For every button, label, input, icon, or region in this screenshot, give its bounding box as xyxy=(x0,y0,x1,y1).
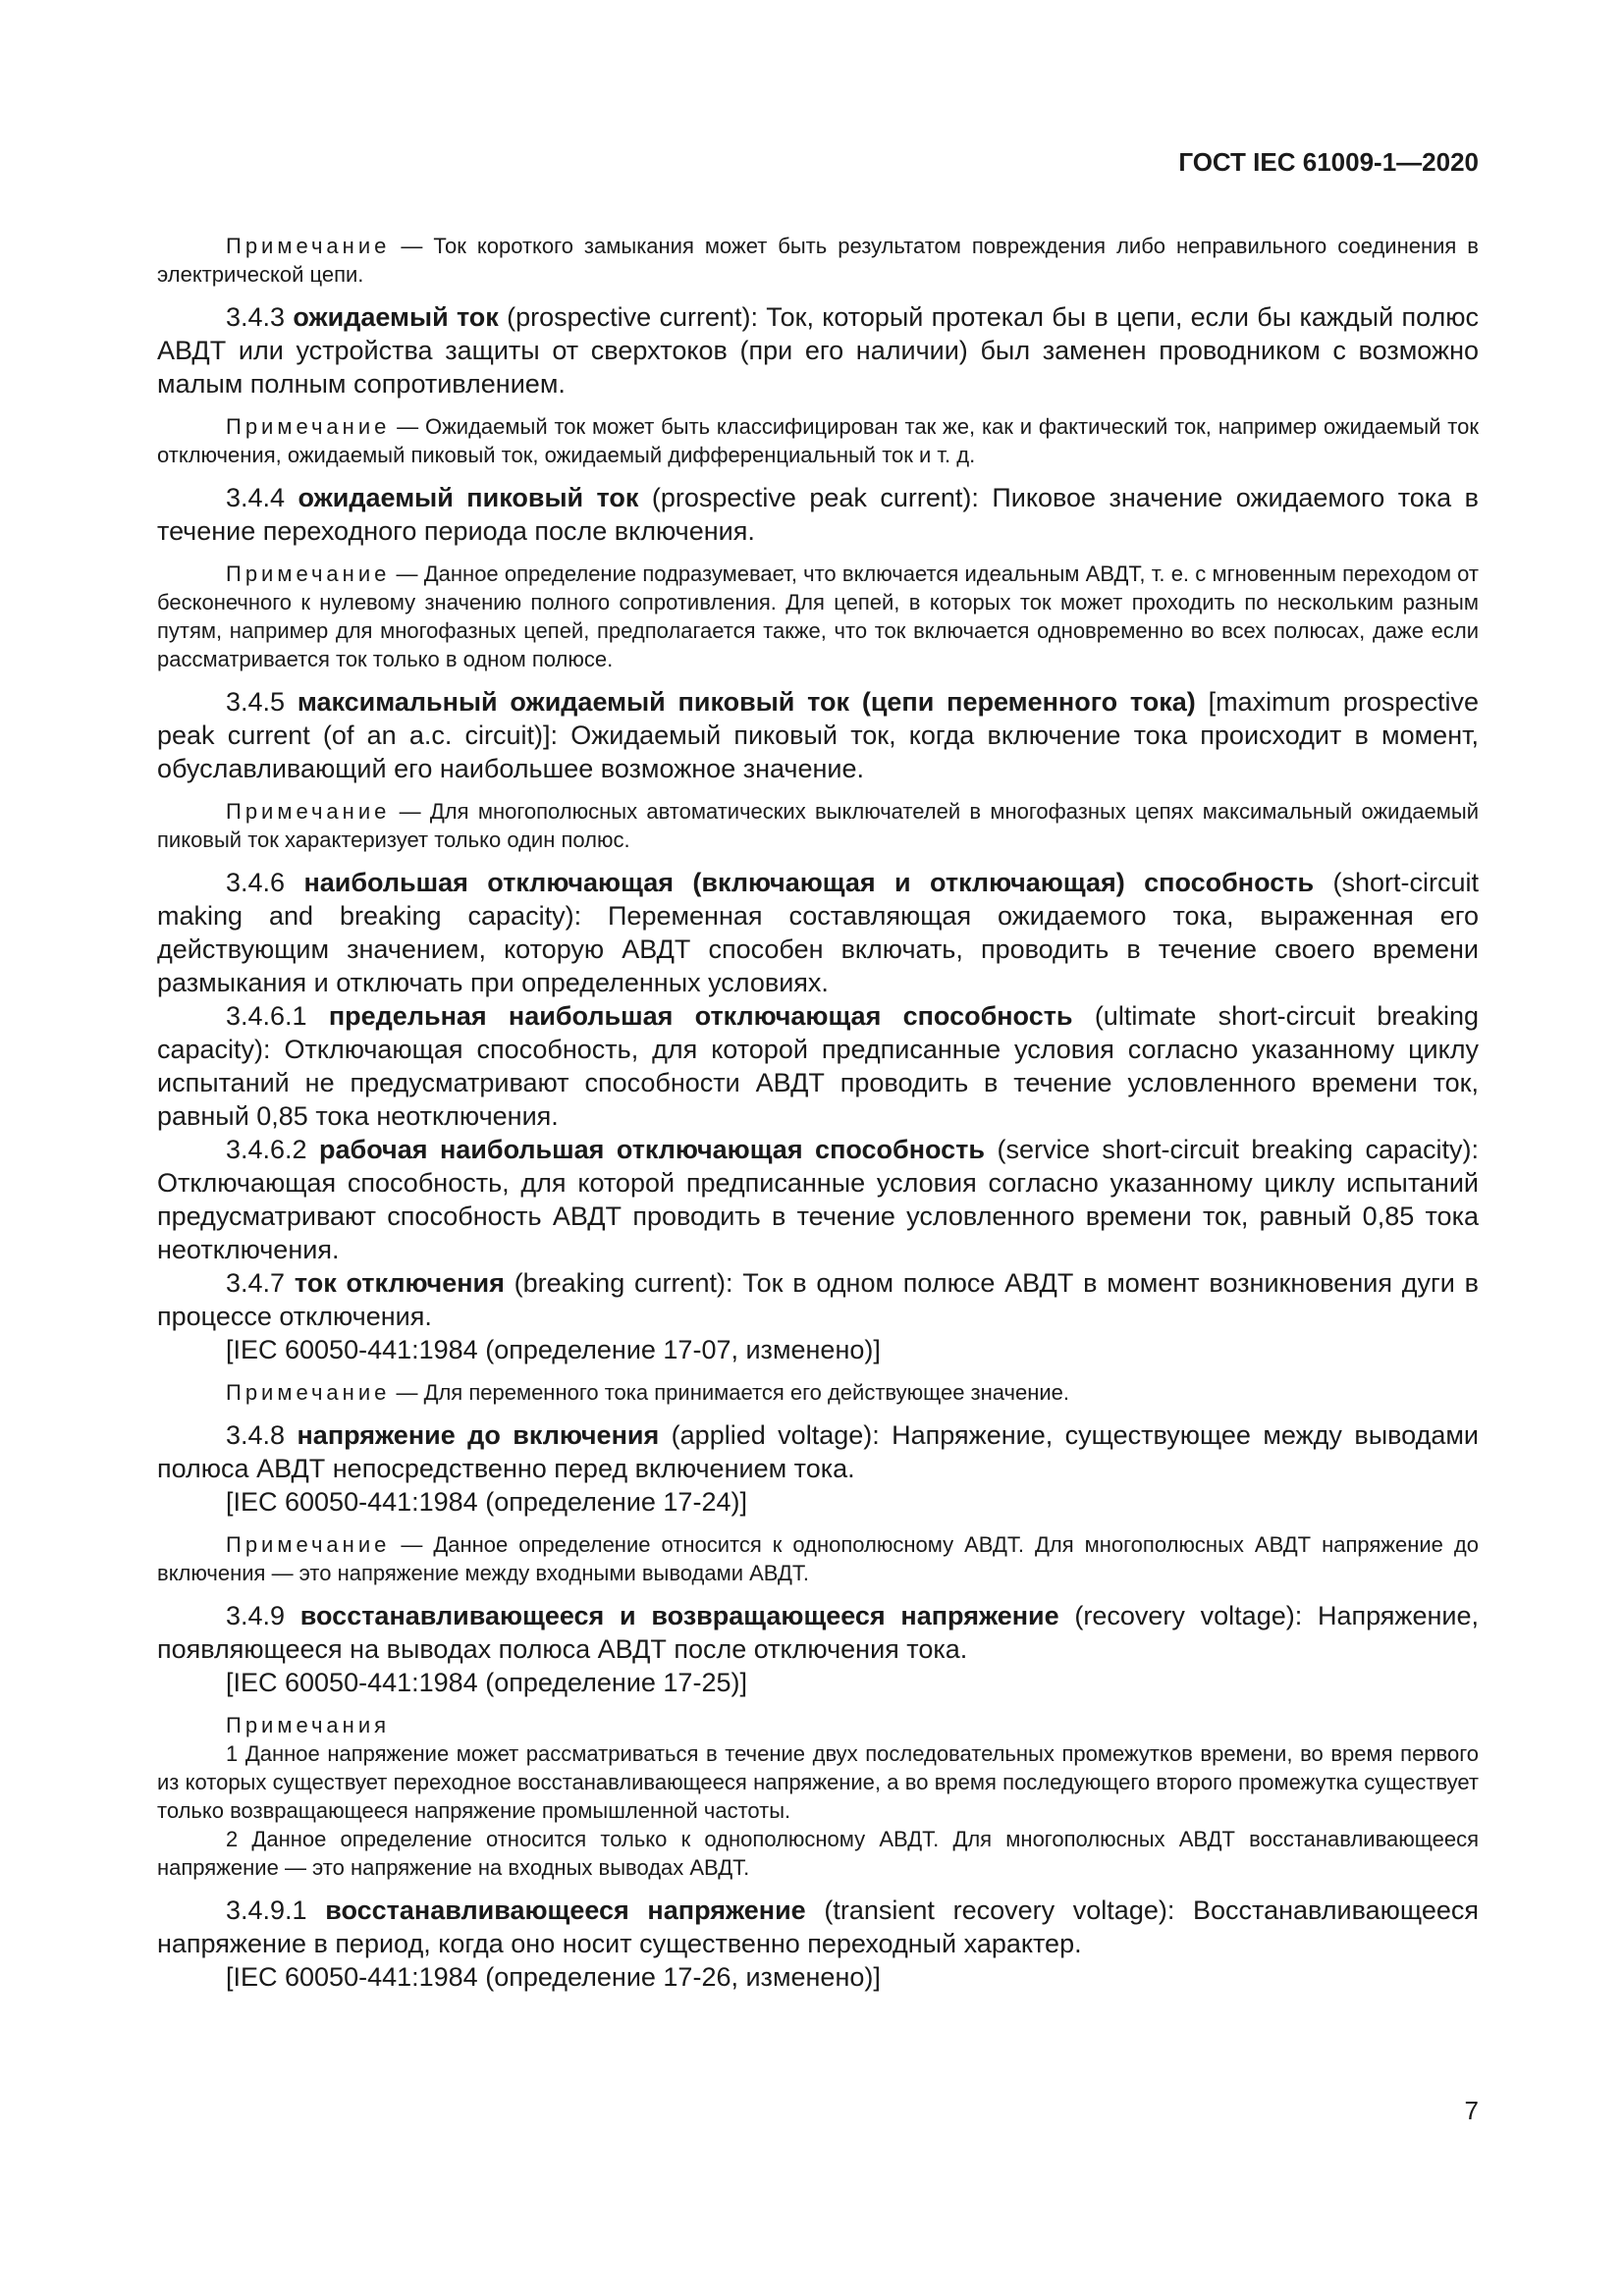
document-header: ГОСТ IEC 61009-1—2020 xyxy=(1178,147,1479,177)
note xyxy=(157,1378,1479,1407)
note xyxy=(157,1530,1479,1587)
note-text: — Данное определение подразумевает, что включается идеальным АВДТ, т. е. с мгновенным переходом от бесконечного к нулевому значению полного сопротивления. Для цепей, в которых ток может проходить по нескольким разным путям, например для многофазных цепей, предполагается также, что ток включается одновременно во всех полюсах, даже если рассматривается ток только в одном полюсе. xyxy=(157,561,1479,671)
note-label: Примечание xyxy=(226,561,391,586)
definition-paragraph xyxy=(157,999,1479,1133)
definition-text: (prospective current): Ток, который протекал бы в цепи, если бы каждый полюс АВДТ или устройства защиты от сверхтоков (при его наличии) был заменен проводником с возможно малым полным сопротивлением. xyxy=(157,302,1479,399)
defined-term: напряжение до включения xyxy=(297,1420,660,1450)
note-label: Примечание xyxy=(226,1532,391,1557)
definition-text: (applied voltage): Напряжение, существующее между выводами полюса АВДТ непосредственно перед включением тока. xyxy=(157,1420,1479,1483)
defined-term: предельная наибольшая отключающая способность xyxy=(328,1001,1073,1031)
definition-text: [maximum prospective peak current (of an a.c. circuit)]: Ожидаемый пиковый ток, когда включение тока происходит в момент, обуславливающий его наибольшее возможное значение. xyxy=(157,687,1479,783)
definition-text: (prospective peak current): Пиковое значение ожидаемого тока в течение переходного периода после включения. xyxy=(157,483,1479,546)
clause-number: 3.4.3 xyxy=(226,302,294,332)
definition-paragraph xyxy=(157,1894,1479,1960)
clause-number: 3.4.9.1 xyxy=(226,1896,326,1925)
defined-term: восстанавливающееся напряжение xyxy=(325,1896,806,1925)
definition-text: (short-circuit making and breaking capacity): Переменная составляющая ожидаемого тока, выраженная его действующим значением, которую АВДТ способен включать, проводить в течение своего времени размыкания и отключать при определенных условиях. xyxy=(157,868,1479,997)
clause-number: 3.4.6.1 xyxy=(226,1001,329,1031)
note-label: Примечание xyxy=(226,414,391,439)
definition-paragraph xyxy=(157,1418,1479,1485)
defined-term: ток отключения xyxy=(294,1268,505,1298)
definition-paragraph xyxy=(157,300,1479,400)
defined-term: максимальный ожидаемый пиковый ток (цепи переменного тока) xyxy=(297,687,1196,717)
note-text: — Для многополюсных автоматических выключателей в многофазных цепях максимальный ожидаемый пиковый ток характеризует только один полюс. xyxy=(157,799,1479,852)
page-number: 7 xyxy=(1464,2096,1479,2125)
notes-heading: Примечания xyxy=(226,1713,391,1737)
note-label: Примечание xyxy=(226,234,391,258)
defined-term: восстанавливающееся и возвращающееся напряжение xyxy=(299,1601,1059,1630)
note xyxy=(157,232,1479,289)
note-text: — Данное определение относится к однополюсному АВДТ. Для многополюсных АВДТ напряжение до включения — это напряжение между входными выводами АВДТ. xyxy=(157,1532,1479,1585)
defined-term: ожидаемый ток xyxy=(293,302,499,332)
page-body xyxy=(157,220,1479,1994)
note xyxy=(157,560,1479,673)
definition-paragraph xyxy=(157,1266,1479,1333)
definition-text: (recovery voltage): Напряжение, появляющееся на выводах полюса АВДТ после отключения тока. xyxy=(157,1601,1480,1664)
note-text: — Для переменного тока принимается его действующее значение. xyxy=(390,1380,1070,1405)
defined-term: рабочая наибольшая отключающая способность xyxy=(319,1135,985,1164)
definition-paragraph xyxy=(157,1133,1479,1266)
clause-number: 3.4.4 xyxy=(226,483,298,512)
definition-paragraph xyxy=(157,685,1479,785)
source-reference: [IEC 60050-441:1984 (определение 17-07, изменено)] xyxy=(226,1335,881,1364)
defined-term: наибольшая отключающая (включающая и отключающая) способность xyxy=(303,868,1315,897)
source-reference: [IEC 60050-441:1984 (определение 17-24)] xyxy=(226,1487,747,1517)
clause-number: 3.4.6 xyxy=(226,868,304,897)
definition-paragraph xyxy=(157,866,1479,999)
source-reference: [IEC 60050-441:1984 (определение 17-25)] xyxy=(226,1668,747,1697)
note-text: — Ожидаемый ток может быть классифицирован так же, как и фактический ток, например ожидаемый ток отключения, ожидаемый пиковый ток, ожидаемый дифференциальный ток и т. д. xyxy=(157,414,1479,467)
note-label: Примечание xyxy=(226,1380,391,1405)
clause-number: 3.4.6.2 xyxy=(226,1135,320,1164)
definition-paragraph xyxy=(157,1599,1479,1666)
note xyxy=(157,412,1479,469)
defined-term: ожидаемый пиковый ток xyxy=(298,483,639,512)
clause-number: 3.4.8 xyxy=(226,1420,298,1450)
clause-number: 3.4.9 xyxy=(226,1601,300,1630)
definition-paragraph xyxy=(157,481,1479,548)
note xyxy=(157,797,1479,854)
definition-text: (transient recovery voltage): Восстанавливающееся напряжение в период, когда оно носит существенно переходный характер. xyxy=(157,1896,1479,1958)
clause-number: 3.4.7 xyxy=(226,1268,295,1298)
note-label: Примечание xyxy=(226,799,391,824)
definition-text: (service short-circuit breaking capacity): Отключающая способность, для которой предписанные условия согласно указанному циклу испытаний предусматривают способность АВДТ проводить в течение условленного времени ток, равный 0,85 тока неотключения. xyxy=(157,1135,1480,1264)
definition-text: (breaking current): Ток в одном полюсе АВДТ в момент возникновения дуги в процессе отключения. xyxy=(157,1268,1479,1331)
note-text: — Ток короткого замыкания может быть результатом повреждения либо неправильного соединения в электрической цепи. xyxy=(157,234,1479,287)
note-item: 2 Данное определение относится только к однополюсному АВДТ. Для многополюсных АВДТ восстанавливающееся напряжение — это напряжение на входных выводах АВДТ. xyxy=(157,1827,1479,1880)
note-item: 1 Данное напряжение может рассматриваться в течение двух последовательных промежутков времени, во время первого из которых существует переходное восстанавливающееся напряжение, а во время последующего второго промежутка существует только возвращающееся напряжение промышленной частоты. xyxy=(157,1741,1479,1823)
clause-number: 3.4.5 xyxy=(226,687,298,717)
definition-text: (ultimate short-circuit breaking capacity): Отключающая способность, для которой предписанные условия согласно указанному циклу испытаний не предусматривают способности АВДТ проводить в течение условленного времени ток, равный 0,85 тока неотключения. xyxy=(157,1001,1479,1131)
source-reference: [IEC 60050-441:1984 (определение 17-26, изменено)] xyxy=(226,1962,881,1992)
